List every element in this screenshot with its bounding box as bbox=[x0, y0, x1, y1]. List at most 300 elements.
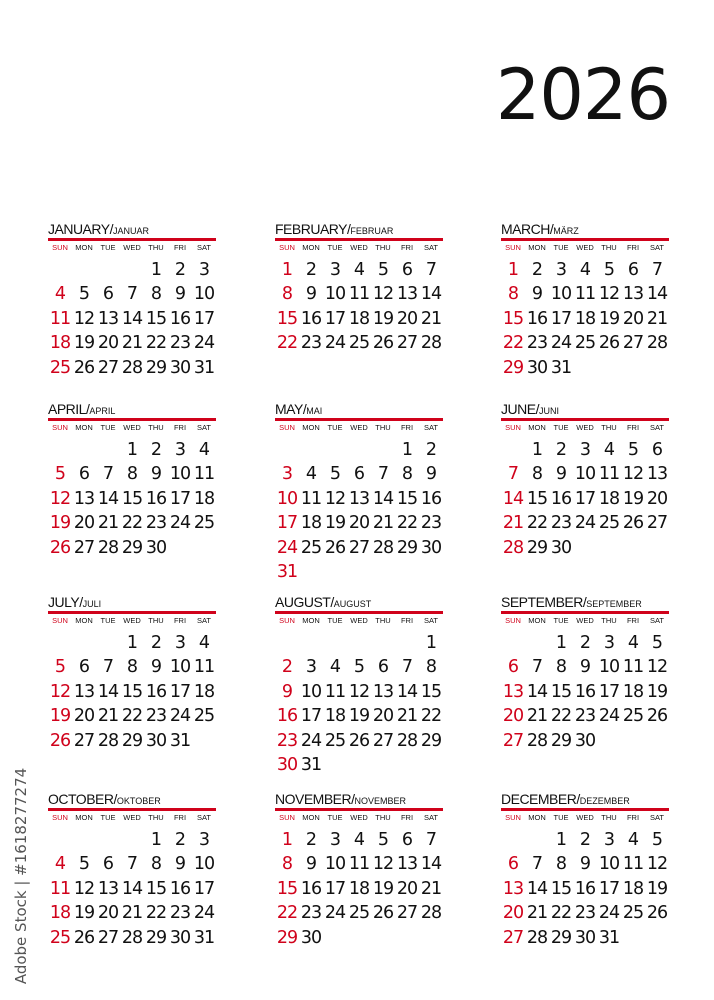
weekday-label: FRI bbox=[173, 243, 187, 252]
day-grid bbox=[275, 828, 443, 950]
weekday-label: THU bbox=[601, 616, 617, 625]
day-cell: 2 bbox=[281, 657, 293, 678]
day-cell: 23 bbox=[145, 513, 167, 534]
weekday-label: TUE bbox=[100, 423, 116, 432]
month-header bbox=[501, 790, 669, 811]
day-cell: 7 bbox=[126, 854, 138, 875]
weekday-label: TUE bbox=[553, 616, 569, 625]
day-cell: 4 bbox=[305, 464, 317, 485]
day-blank bbox=[48, 258, 72, 282]
day-cell: 26 bbox=[73, 927, 95, 948]
weekday-label: THU bbox=[601, 813, 617, 822]
month-name-en: NOVEMBER bbox=[275, 791, 352, 807]
day-cell: 23 bbox=[145, 706, 167, 727]
weekday-label: FRI bbox=[400, 616, 414, 625]
day-cell: 5 bbox=[78, 284, 90, 305]
day-cell: 29 bbox=[276, 927, 298, 948]
day-cell: 3 bbox=[305, 657, 317, 678]
day-cell: 20 bbox=[348, 513, 370, 534]
month-name-separator: / bbox=[113, 791, 117, 807]
day-cell: 14 bbox=[372, 488, 394, 509]
day-cell: 21 bbox=[646, 308, 668, 329]
day-cell: 5 bbox=[78, 854, 90, 875]
day-grid bbox=[48, 828, 216, 950]
day-grid bbox=[48, 258, 216, 380]
day-blank bbox=[72, 438, 96, 462]
day-cell: 22 bbox=[502, 333, 524, 354]
day-cell: 22 bbox=[276, 903, 298, 924]
day-cell: 5 bbox=[377, 830, 389, 850]
weekday-label: WED bbox=[350, 243, 368, 252]
day-cell: 16 bbox=[300, 878, 322, 899]
day-cell: 11 bbox=[348, 854, 370, 875]
day-cell: 19 bbox=[646, 681, 668, 702]
weekday-label: SAT bbox=[423, 616, 439, 625]
weekday-label: FRI bbox=[173, 616, 187, 625]
day-cell: 14 bbox=[420, 854, 442, 875]
day-cell: 28 bbox=[420, 903, 442, 924]
weekday-label: WED bbox=[123, 616, 141, 625]
day-cell: 13 bbox=[622, 284, 644, 305]
day-cell: 17 bbox=[598, 681, 620, 702]
weekday-label: THU bbox=[375, 243, 391, 252]
weekday-label: SUN bbox=[52, 423, 68, 432]
day-cell: 11 bbox=[622, 657, 644, 678]
day-blank bbox=[347, 438, 371, 462]
weekday-label: FRI bbox=[173, 813, 187, 822]
day-cell: 26 bbox=[646, 706, 668, 727]
day-cell: 13 bbox=[372, 681, 394, 702]
day-cell: 31 bbox=[276, 561, 298, 582]
day-cell: 19 bbox=[73, 333, 95, 354]
day-cell: 26 bbox=[598, 333, 620, 354]
day-cell: 21 bbox=[97, 706, 119, 727]
weekday-label: TUE bbox=[553, 423, 569, 432]
weekday-label: THU bbox=[601, 243, 617, 252]
day-cell: 7 bbox=[531, 657, 543, 678]
weekday-label: SAT bbox=[196, 423, 212, 432]
day-grid bbox=[275, 258, 443, 356]
day-cell: 19 bbox=[348, 706, 370, 727]
weekday-label: SAT bbox=[649, 243, 665, 252]
month-header bbox=[48, 400, 216, 421]
weekday-label: MON bbox=[75, 813, 93, 822]
day-cell: 5 bbox=[651, 633, 663, 653]
day-cell: 6 bbox=[401, 260, 413, 280]
day-cell: 11 bbox=[574, 284, 596, 305]
month-name-en: SEPTEMBER bbox=[501, 594, 583, 610]
weekday-label: TUE bbox=[327, 423, 343, 432]
weekday-label: FRI bbox=[626, 813, 640, 822]
day-cell: 15 bbox=[121, 681, 143, 702]
day-cell: 7 bbox=[401, 657, 413, 678]
day-cell: 17 bbox=[598, 878, 620, 899]
day-cell: 19 bbox=[372, 308, 394, 329]
weekday-label: WED bbox=[576, 616, 594, 625]
day-cell: 16 bbox=[169, 308, 191, 329]
day-cell: 21 bbox=[372, 513, 394, 534]
month-name-de: OKTOBER bbox=[116, 796, 161, 806]
day-cell: 28 bbox=[372, 537, 394, 558]
month-name-en: MARCH bbox=[501, 221, 550, 237]
day-cell: 17 bbox=[324, 878, 346, 899]
day-cell: 8 bbox=[401, 464, 413, 485]
day-cell: 31 bbox=[193, 357, 215, 378]
day-cell: 9 bbox=[579, 657, 591, 678]
day-cell: 19 bbox=[73, 903, 95, 924]
day-cell: 20 bbox=[622, 308, 644, 329]
day-cell: 18 bbox=[193, 488, 215, 509]
day-cell: 9 bbox=[579, 854, 591, 875]
weekday-label: SUN bbox=[279, 423, 295, 432]
month-november bbox=[275, 790, 443, 950]
day-cell: 3 bbox=[603, 830, 615, 850]
day-cell: 2 bbox=[174, 830, 186, 850]
weekday-label: SUN bbox=[505, 616, 521, 625]
day-cell: 11 bbox=[49, 878, 71, 899]
day-cell: 17 bbox=[574, 488, 596, 509]
month-june bbox=[501, 400, 669, 560]
day-cell: 23 bbox=[276, 730, 298, 751]
weekday-label: TUE bbox=[100, 616, 116, 625]
month-october bbox=[48, 790, 216, 950]
month-name-en: JULY bbox=[48, 594, 80, 610]
weekday-label: WED bbox=[123, 423, 141, 432]
day-cell: 1 bbox=[150, 830, 162, 850]
day-cell: 10 bbox=[169, 464, 191, 485]
day-cell: 8 bbox=[126, 657, 138, 678]
day-blank bbox=[323, 631, 347, 655]
weekday-label: MON bbox=[528, 813, 546, 822]
day-cell: 18 bbox=[348, 308, 370, 329]
day-cell: 14 bbox=[526, 681, 548, 702]
day-cell: 26 bbox=[324, 537, 346, 558]
weekday-label: WED bbox=[350, 423, 368, 432]
month-name-de: JULI bbox=[82, 599, 102, 609]
day-cell: 22 bbox=[550, 903, 572, 924]
day-cell: 30 bbox=[276, 754, 298, 775]
day-cell: 23 bbox=[169, 333, 191, 354]
day-cell: 31 bbox=[550, 357, 572, 378]
month-header bbox=[48, 790, 216, 811]
day-cell: 4 bbox=[579, 260, 591, 280]
day-blank bbox=[501, 438, 525, 462]
day-cell: 27 bbox=[502, 927, 524, 948]
day-cell: 23 bbox=[574, 706, 596, 727]
day-cell: 2 bbox=[531, 260, 543, 280]
day-cell: 18 bbox=[49, 903, 71, 924]
day-cell: 17 bbox=[300, 706, 322, 727]
weekday-label: SAT bbox=[649, 813, 665, 822]
day-cell: 30 bbox=[574, 927, 596, 948]
weekday-label: THU bbox=[148, 813, 164, 822]
day-cell: 26 bbox=[49, 537, 71, 558]
day-cell: 21 bbox=[396, 706, 418, 727]
day-cell: 10 bbox=[324, 854, 346, 875]
year-title: 2026 bbox=[495, 54, 670, 136]
day-cell: 27 bbox=[97, 927, 119, 948]
day-cell: 8 bbox=[555, 854, 567, 875]
month-name-en: JANUARY bbox=[48, 221, 110, 237]
weekday-label: SUN bbox=[505, 243, 521, 252]
weekday-label: WED bbox=[350, 813, 368, 822]
day-cell: 24 bbox=[193, 903, 215, 924]
weekday-label: SUN bbox=[52, 243, 68, 252]
day-cell: 29 bbox=[550, 730, 572, 751]
day-cell: 4 bbox=[198, 440, 210, 460]
day-cell: 20 bbox=[502, 903, 524, 924]
month-name-separator: / bbox=[85, 401, 90, 417]
day-cell: 20 bbox=[396, 878, 418, 899]
day-cell: 7 bbox=[126, 284, 138, 305]
day-cell: 2 bbox=[305, 830, 317, 850]
month-name-de: SEPTEMBER bbox=[586, 599, 642, 609]
day-cell: 22 bbox=[396, 513, 418, 534]
month-header bbox=[501, 400, 669, 421]
day-cell: 26 bbox=[372, 333, 394, 354]
day-blank bbox=[323, 438, 347, 462]
day-cell: 8 bbox=[281, 284, 293, 305]
day-cell: 16 bbox=[574, 878, 596, 899]
day-cell: 20 bbox=[372, 706, 394, 727]
day-blank bbox=[299, 438, 323, 462]
day-cell: 27 bbox=[73, 730, 95, 751]
day-cell: 12 bbox=[324, 488, 346, 509]
day-cell: 16 bbox=[574, 681, 596, 702]
weekday-label: SUN bbox=[279, 616, 295, 625]
weekday-header bbox=[275, 422, 443, 434]
day-cell: 10 bbox=[598, 657, 620, 678]
day-cell: 21 bbox=[121, 903, 143, 924]
month-name-de: MÄRZ bbox=[553, 226, 579, 236]
weekday-header bbox=[275, 812, 443, 824]
month-header bbox=[48, 593, 216, 614]
day-cell: 7 bbox=[102, 657, 114, 678]
day-cell: 28 bbox=[646, 333, 668, 354]
day-cell: 30 bbox=[550, 537, 572, 558]
month-name-en: MAY bbox=[275, 401, 303, 417]
weekday-label: SAT bbox=[423, 423, 439, 432]
day-cell: 2 bbox=[425, 440, 437, 460]
day-cell: 8 bbox=[150, 854, 162, 875]
day-cell: 25 bbox=[348, 903, 370, 924]
day-cell: 16 bbox=[145, 681, 167, 702]
day-cell: 6 bbox=[102, 854, 114, 875]
day-cell: 13 bbox=[73, 681, 95, 702]
month-name-en: AUGUST bbox=[275, 594, 331, 610]
day-cell: 24 bbox=[324, 333, 346, 354]
day-cell: 14 bbox=[646, 284, 668, 305]
weekday-label: SAT bbox=[423, 813, 439, 822]
weekday-header bbox=[501, 812, 669, 824]
day-cell: 12 bbox=[49, 488, 71, 509]
day-cell: 19 bbox=[622, 488, 644, 509]
day-cell: 18 bbox=[193, 681, 215, 702]
day-cell: 21 bbox=[121, 333, 143, 354]
month-august bbox=[275, 593, 443, 777]
day-cell: 10 bbox=[598, 854, 620, 875]
day-cell: 14 bbox=[396, 681, 418, 702]
weekday-label: THU bbox=[148, 616, 164, 625]
day-cell: 31 bbox=[169, 730, 191, 751]
day-cell: 23 bbox=[526, 333, 548, 354]
day-blank bbox=[371, 438, 395, 462]
month-name-separator: / bbox=[79, 594, 83, 610]
day-cell: 6 bbox=[401, 830, 413, 850]
weekday-label: MON bbox=[302, 423, 320, 432]
day-cell: 15 bbox=[145, 878, 167, 899]
day-cell: 12 bbox=[49, 681, 71, 702]
weekday-label: SAT bbox=[196, 616, 212, 625]
month-header bbox=[275, 593, 443, 614]
day-cell: 19 bbox=[49, 513, 71, 534]
month-name-separator: / bbox=[535, 401, 539, 417]
day-cell: 21 bbox=[97, 513, 119, 534]
day-cell: 14 bbox=[420, 284, 442, 305]
day-cell: 9 bbox=[150, 464, 162, 485]
day-cell: 13 bbox=[396, 854, 418, 875]
day-blank bbox=[72, 828, 96, 852]
weekday-label: SUN bbox=[505, 423, 521, 432]
day-cell: 1 bbox=[425, 633, 437, 653]
day-cell: 25 bbox=[193, 706, 215, 727]
day-cell: 29 bbox=[145, 357, 167, 378]
day-cell: 22 bbox=[145, 333, 167, 354]
weekday-label: TUE bbox=[327, 616, 343, 625]
day-cell: 8 bbox=[150, 284, 162, 305]
day-cell: 7 bbox=[377, 464, 389, 485]
day-cell: 2 bbox=[579, 830, 591, 850]
day-cell: 4 bbox=[603, 440, 615, 460]
day-cell: 20 bbox=[97, 903, 119, 924]
day-cell: 17 bbox=[193, 308, 215, 329]
day-cell: 30 bbox=[169, 357, 191, 378]
day-cell: 11 bbox=[193, 657, 215, 678]
day-cell: 18 bbox=[622, 878, 644, 899]
day-grid bbox=[48, 438, 216, 560]
day-cell: 1 bbox=[555, 633, 567, 653]
weekday-label: WED bbox=[123, 243, 141, 252]
day-cell: 13 bbox=[396, 284, 418, 305]
weekday-label: TUE bbox=[327, 813, 343, 822]
day-cell: 20 bbox=[646, 488, 668, 509]
day-cell: 25 bbox=[574, 333, 596, 354]
day-cell: 13 bbox=[646, 464, 668, 485]
month-name-separator: / bbox=[330, 594, 334, 610]
day-cell: 22 bbox=[121, 513, 143, 534]
day-cell: 25 bbox=[622, 903, 644, 924]
day-cell: 20 bbox=[502, 706, 524, 727]
day-cell: 4 bbox=[329, 657, 341, 678]
day-cell: 22 bbox=[420, 706, 442, 727]
month-name-en: DECEMBER bbox=[501, 791, 577, 807]
month-name-en: APRIL bbox=[48, 401, 86, 417]
day-cell: 27 bbox=[97, 357, 119, 378]
day-cell: 23 bbox=[169, 903, 191, 924]
weekday-label: THU bbox=[148, 243, 164, 252]
month-name-en: FEBRUARY bbox=[275, 221, 347, 237]
day-cell: 16 bbox=[145, 488, 167, 509]
day-cell: 7 bbox=[102, 464, 114, 485]
day-cell: 16 bbox=[300, 308, 322, 329]
day-cell: 25 bbox=[49, 927, 71, 948]
weekday-label: MON bbox=[528, 243, 546, 252]
day-cell: 9 bbox=[281, 681, 293, 702]
day-cell: 17 bbox=[276, 513, 298, 534]
day-cell: 21 bbox=[420, 308, 442, 329]
month-header bbox=[48, 220, 216, 241]
day-cell: 29 bbox=[145, 927, 167, 948]
day-blank bbox=[120, 258, 144, 282]
day-cell: 18 bbox=[49, 333, 71, 354]
day-blank bbox=[525, 828, 549, 852]
day-blank bbox=[48, 438, 72, 462]
day-grid bbox=[501, 828, 669, 950]
day-cell: 27 bbox=[396, 903, 418, 924]
day-cell: 15 bbox=[526, 488, 548, 509]
day-cell: 28 bbox=[121, 357, 143, 378]
month-name-en: OCTOBER bbox=[48, 791, 114, 807]
weekday-header bbox=[48, 615, 216, 627]
month-name-separator: / bbox=[302, 401, 307, 417]
day-cell: 7 bbox=[425, 830, 437, 850]
day-cell: 9 bbox=[305, 854, 317, 875]
day-blank bbox=[371, 631, 395, 655]
day-blank bbox=[72, 631, 96, 655]
day-cell: 12 bbox=[646, 854, 668, 875]
day-cell: 19 bbox=[324, 513, 346, 534]
day-cell: 3 bbox=[329, 830, 341, 850]
day-cell: 18 bbox=[300, 513, 322, 534]
day-cell: 23 bbox=[300, 333, 322, 354]
day-cell: 4 bbox=[627, 633, 639, 653]
day-cell: 25 bbox=[622, 706, 644, 727]
weekday-label: WED bbox=[576, 813, 594, 822]
weekday-label: TUE bbox=[327, 243, 343, 252]
day-cell: 20 bbox=[396, 308, 418, 329]
day-blank bbox=[501, 631, 525, 655]
day-cell: 1 bbox=[555, 830, 567, 850]
weekday-label: TUE bbox=[100, 813, 116, 822]
day-blank bbox=[525, 631, 549, 655]
day-cell: 15 bbox=[502, 308, 524, 329]
day-cell: 28 bbox=[526, 730, 548, 751]
day-cell: 31 bbox=[193, 927, 215, 948]
weekday-label: MON bbox=[528, 616, 546, 625]
day-cell: 18 bbox=[622, 681, 644, 702]
day-cell: 18 bbox=[574, 308, 596, 329]
day-cell: 30 bbox=[574, 730, 596, 751]
month-name-de: JUNI bbox=[538, 406, 559, 416]
day-cell: 29 bbox=[121, 537, 143, 558]
day-cell: 4 bbox=[198, 633, 210, 653]
day-cell: 21 bbox=[526, 903, 548, 924]
day-cell: 19 bbox=[646, 878, 668, 899]
day-cell: 2 bbox=[150, 440, 162, 460]
day-cell: 11 bbox=[622, 854, 644, 875]
day-cell: 6 bbox=[627, 260, 639, 280]
day-cell: 27 bbox=[646, 513, 668, 534]
weekday-label: SUN bbox=[279, 243, 295, 252]
day-cell: 30 bbox=[169, 927, 191, 948]
day-blank bbox=[96, 438, 120, 462]
day-cell: 3 bbox=[329, 260, 341, 280]
day-cell: 15 bbox=[145, 308, 167, 329]
day-cell: 6 bbox=[507, 854, 519, 875]
day-grid bbox=[275, 438, 443, 584]
day-blank bbox=[120, 828, 144, 852]
weekday-header bbox=[48, 812, 216, 824]
